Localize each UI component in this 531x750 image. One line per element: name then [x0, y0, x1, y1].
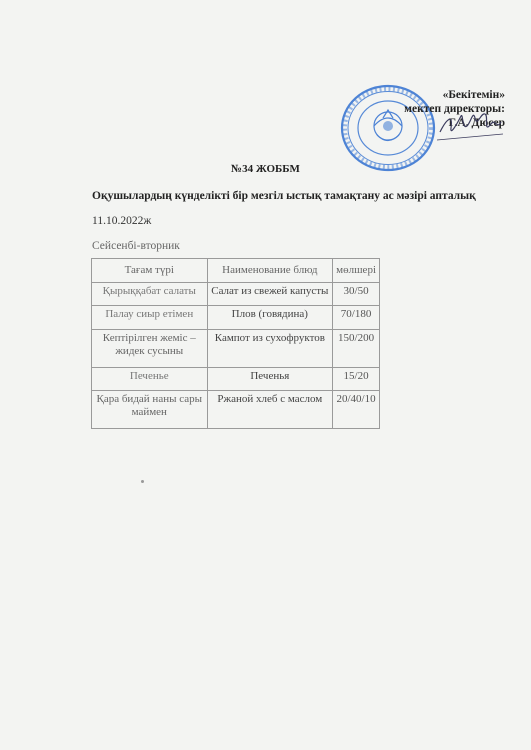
dish-kz: Қара бидай наны сары маймен	[92, 391, 208, 429]
dish-ru: Плов (говядина)	[207, 306, 333, 330]
dish-kz: Печенье	[92, 368, 208, 391]
approval-name: Г.А. Дюсер	[448, 117, 505, 129]
school-name: №34 ЖОББМ	[231, 163, 300, 175]
dish-ru: Салат из свежей капусты	[207, 283, 333, 306]
weekday-label: Сейсенбі-вторник	[92, 240, 180, 252]
table-row	[92, 306, 380, 330]
document-heading: Оқушылардың күнделікті бір мезгіл ыстық тамақтану ас мәзірі апталық	[92, 190, 476, 202]
dish-amount: 15/20	[333, 368, 380, 391]
header-amount: мөлшері	[333, 259, 380, 283]
approval-title: «Бекітемін»	[442, 89, 505, 101]
header-dish-type: Тағам түрі	[92, 259, 208, 283]
stray-mark	[141, 480, 144, 483]
dish-amount: 70/180	[333, 306, 380, 330]
header-dish-name: Наименование блюд	[207, 259, 333, 283]
table-row	[92, 283, 380, 306]
table-header-row	[92, 259, 380, 283]
dish-amount: 30/50	[333, 283, 380, 306]
dish-ru: Печенья	[207, 368, 333, 391]
document-date: 11.10.2022ж	[92, 215, 152, 227]
table-row	[92, 391, 380, 429]
table-row	[92, 368, 380, 391]
table-row	[92, 330, 380, 368]
dish-kz: Кептірілген жеміс – жидек сусыны	[92, 330, 208, 368]
dish-kz: Қырыққабат салаты	[92, 283, 208, 306]
dish-amount: 20/40/10	[333, 391, 380, 429]
dish-kz: Палау сиыр етімен	[92, 306, 208, 330]
approval-position: мектеп директоры:	[404, 103, 505, 115]
menu-table	[91, 258, 380, 429]
dish-ru: Кампот из сухофруктов	[207, 330, 333, 368]
dish-ru: Ржаной хлеб с маслом	[207, 391, 333, 429]
signature-icon	[435, 104, 505, 144]
dish-amount: 150/200	[333, 330, 380, 368]
